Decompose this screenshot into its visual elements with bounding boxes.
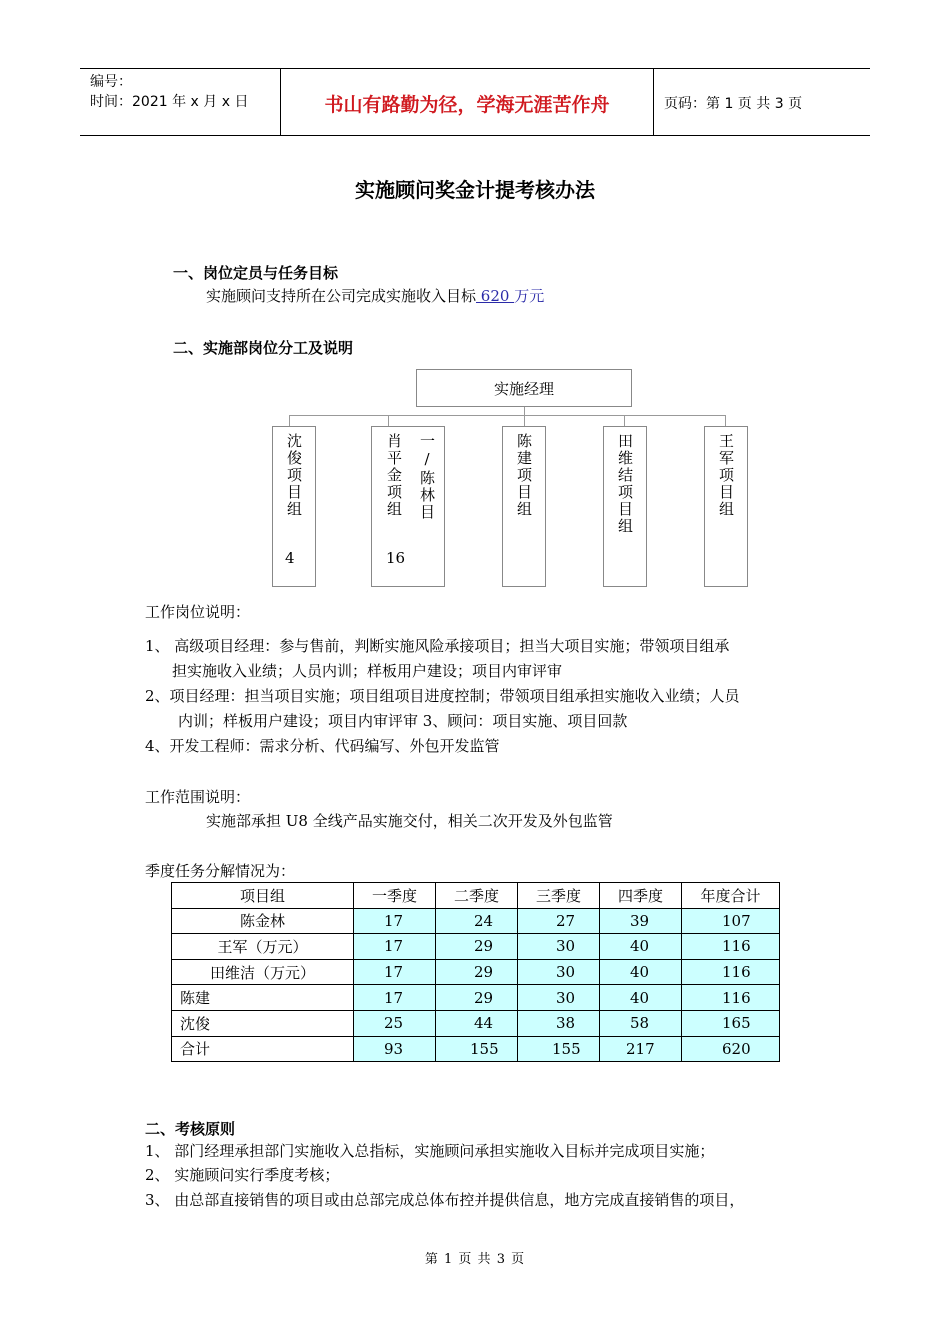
table-row (172, 1036, 780, 1062)
table-header-cell: 项目组 (172, 883, 354, 909)
header-time-label: 时间：2021 年 x 月 x 日 (90, 94, 249, 110)
org-group-count: 4 (285, 549, 295, 567)
table-cell: 116 (682, 985, 780, 1011)
table-cell: 30 (518, 985, 600, 1011)
table-header-cell: 四季度 (600, 883, 682, 909)
table-header-cell: 年度合计 (682, 883, 780, 909)
duty-line: 4、开发工程师：需求分析、代码编写、外包开发监管 (145, 737, 500, 755)
table-cell: 王军（万元） (172, 934, 354, 960)
table-cell: 30 (518, 959, 600, 985)
duties-heading: 工作岗位说明： (145, 603, 251, 621)
header-meta (90, 72, 248, 112)
org-group-label: 肖平金项组 (385, 433, 403, 518)
table-cell: 29 (436, 959, 518, 985)
table-header-cell: 二季度 (436, 883, 518, 909)
table-cell: 17 (354, 985, 436, 1011)
scope-heading: 工作范围说明： (145, 788, 251, 806)
org-group-box (371, 426, 445, 587)
duty-line: 2、项目经理：担当项目实施；项目组项目进度控制；带领项目组承担实施收入业绩；人员 (145, 687, 740, 705)
table-cell: 116 (682, 959, 780, 985)
org-group-label: 王军项目组 (717, 433, 735, 518)
table-cell: 17 (354, 959, 436, 985)
org-group-label: 沈俊项目组 (285, 433, 303, 518)
org-connector (524, 407, 525, 415)
table-cell: 沈俊 (172, 1010, 354, 1036)
target-unit: 万元 (514, 287, 545, 305)
principle-line: 1、 部门经理承担部门实施收入总指标，实施顾问承担实施收入目标并完成项目实施； (145, 1142, 715, 1160)
table-cell: 29 (436, 985, 518, 1011)
table-cell: 29 (436, 934, 518, 960)
org-connector (289, 415, 726, 416)
table-cell: 39 (600, 908, 682, 934)
org-group-label: 陈建项目组 (515, 433, 533, 518)
table-cell: 24 (436, 908, 518, 934)
table-row (172, 934, 780, 960)
section1-text-prefix: 实施顾问支持所在公司完成实施收入目标 (206, 287, 477, 305)
table-cell: 25 (354, 1010, 436, 1036)
table-cell: 17 (354, 934, 436, 960)
table-cell: 620 (682, 1036, 780, 1062)
header-page-info: 页码：第 1 页 共 3 页 (664, 96, 803, 112)
target-value: 620 (476, 287, 515, 305)
document-title: 实施顾问奖金计提考核办法 (355, 178, 595, 202)
table-cell: 107 (682, 908, 780, 934)
table-cell: 58 (600, 1010, 682, 1036)
table-cell: 217 (600, 1036, 682, 1062)
table-cell: 40 (600, 934, 682, 960)
table-cell: 陈建 (172, 985, 354, 1011)
table-cell: 田维洁（万元） (172, 959, 354, 985)
table-cell: 陈金林 (172, 908, 354, 934)
duty-line: 内训；样板用户建设；项目内审评审 3、顾问：项目实施、项目回款 (178, 712, 628, 730)
duty-line: 担实施收入业绩；人员内训；样板用户建设；项目内审评审 (172, 662, 563, 680)
table-cell: 155 (518, 1036, 600, 1062)
table-cell: 合计 (172, 1036, 354, 1062)
principle-line: 3、 由总部直接销售的项目或由总部完成总体布控并提供信息，地方完成直接销售的项目， (145, 1191, 745, 1209)
section2-heading: 二、实施部岗位分工及说明 (173, 339, 354, 357)
table-cell: 38 (518, 1010, 600, 1036)
org-group-label: 田维结项目组 (616, 433, 634, 535)
table-cell: 27 (518, 908, 600, 934)
org-group-box (502, 426, 546, 587)
table-row (172, 959, 780, 985)
page-footer: 第 1 页 共 3 页 (424, 1252, 526, 1267)
duty-line: 1、 高级项目经理：参与售前，判断实施风险承接项目；担当大项目实施；带领项目组承 (145, 637, 730, 655)
table-cell: 40 (600, 985, 682, 1011)
org-group-count: 16 (386, 549, 406, 567)
table-header-cell: 一季度 (354, 883, 436, 909)
header-number-label: 编号： (90, 74, 132, 90)
section1-text (206, 285, 544, 307)
table-caption: 季度任务分解情况为： (145, 862, 296, 880)
org-group-box (704, 426, 748, 587)
org-root-label: 实施经理 (493, 379, 554, 398)
table-cell: 17 (354, 908, 436, 934)
quarterly-table (171, 882, 780, 1062)
org-group-label: 一/陈林目 (418, 433, 436, 521)
header-divider (653, 69, 654, 135)
org-group-box (272, 426, 316, 587)
table-cell: 155 (436, 1036, 518, 1062)
org-group-box (603, 426, 647, 587)
section1-heading: 一、岗位定员与任务目标 (173, 264, 339, 282)
table-row (172, 985, 780, 1011)
table-cell: 40 (600, 959, 682, 985)
table-cell: 30 (518, 934, 600, 960)
table-header-row (172, 883, 780, 909)
table-cell: 93 (354, 1036, 436, 1062)
table-cell: 44 (436, 1010, 518, 1036)
table-row (172, 1010, 780, 1036)
table-cell: 116 (682, 934, 780, 960)
scope-text: 实施部承担 U8 全线产品实施交付，相关二次开发及外包监管 (206, 812, 613, 830)
table-row (172, 908, 780, 934)
org-root-box (416, 369, 632, 407)
header-motto: 书山有路勤为径，学海无涯苦作舟 (324, 93, 610, 116)
page-header (80, 68, 870, 136)
principle-line: 2、 实施顾问实行季度考核； (145, 1166, 340, 1184)
section3-heading: 二、考核原则 (145, 1120, 236, 1138)
table-cell: 165 (682, 1010, 780, 1036)
table-header-cell: 三季度 (518, 883, 600, 909)
